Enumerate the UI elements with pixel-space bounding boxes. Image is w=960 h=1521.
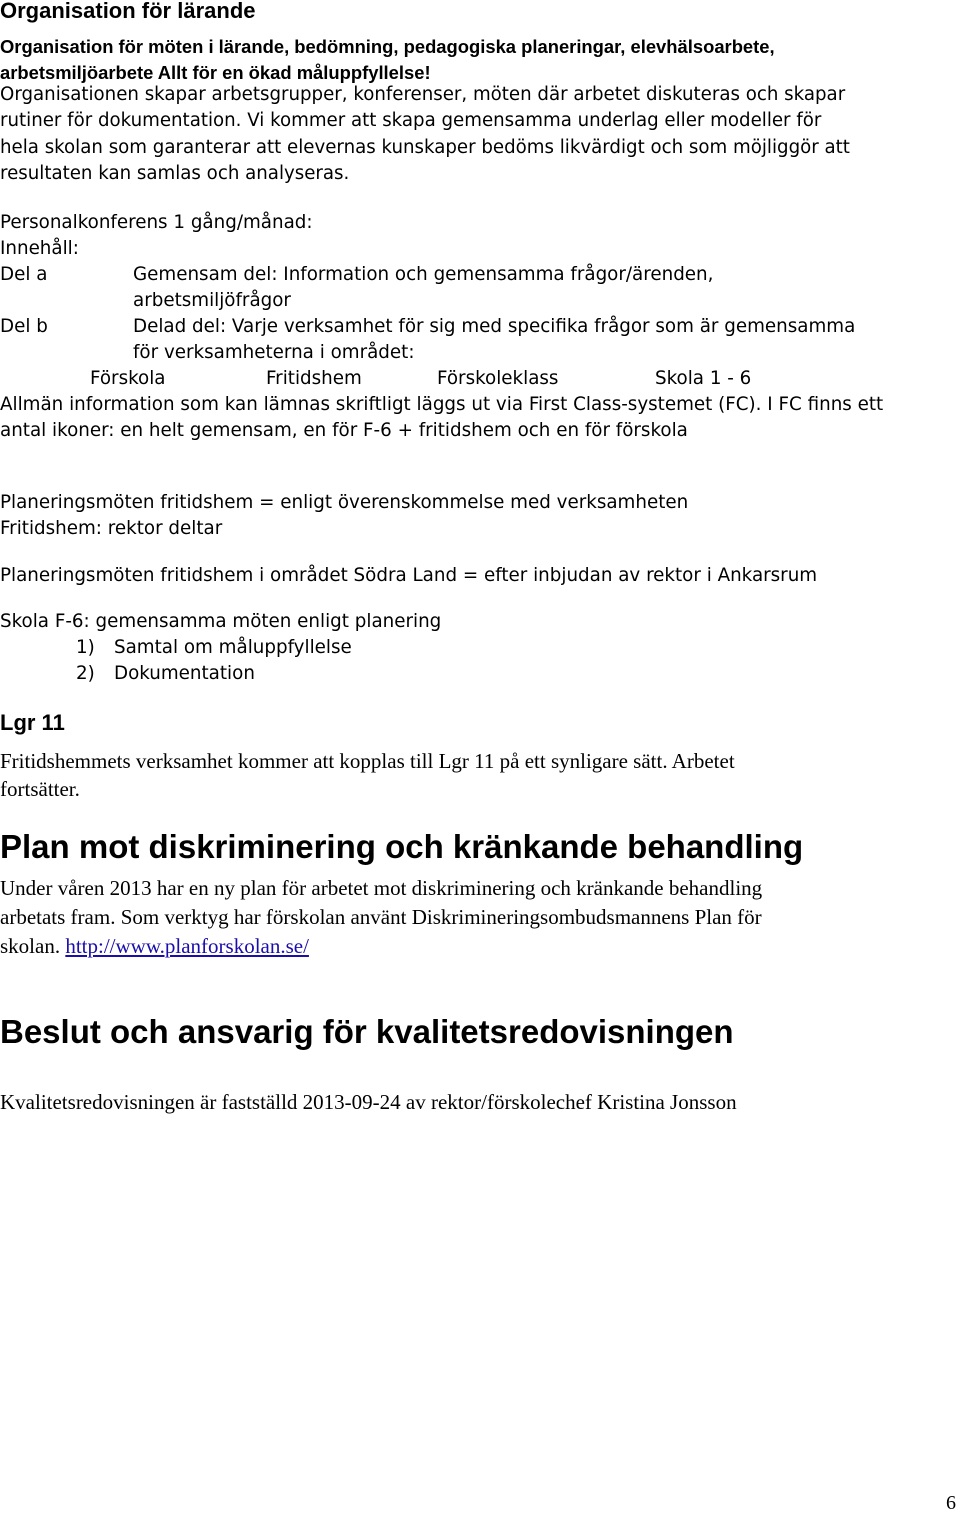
list-item-number: 1) [76,637,95,658]
list-item-number: 2) [76,663,95,684]
del-b-line-1: Delad del: Varje verksamhet för sig med specifika frågor som är gemensamma [133,316,856,337]
lgr-line-2: fortsätter. [0,777,80,801]
bold-intro [0,34,775,86]
list-item: Samtal om måluppfyllelse [114,637,352,658]
conference-title: Personalkonferens 1 gång/månad: [0,212,313,233]
para-line-4: resultaten kan samlas och analyseras. [0,163,350,185]
heading-plan-discrimination: Plan mot diskriminering och kränkande behandling [0,828,804,865]
lgr-line-1: Fritidshemmets verksamhet kommer att kopplas till Lgr 11 på ett synligare sätt. Arbetet [0,749,735,773]
del-b-line-2: för verksamheterna i området: [133,342,415,363]
planning-line-1: Planeringsmöten fritidshem = enligt överenskommelse med verksamheten [0,492,689,513]
plan-line-3-prefix: skolan. [0,934,61,958]
bold-intro-line-2: arbetsmiljöarbete Allt för en ökad måluppfyllelse! [0,62,431,83]
heading-decision: Beslut och ansvarig för kvalitetsredovisningen [0,1013,734,1050]
para-line-3: hela skolan som garanterar att elevernas kunskaper bedöms likvärdigt och som möjliggör att [0,136,850,158]
unit-fritidshem: Fritidshem [266,368,362,389]
del-b-label: Del b [0,316,48,337]
info-line-2: antal ikoner: en helt gemensam, en för F-6 + fritidshem och en för förskola [0,420,688,441]
heading-organisation: Organisation för lärande [0,0,256,23]
plan-line-3 [0,932,309,961]
del-a-line-1: Gemensam del: Information och gemensamma frågor/ärenden, [133,264,714,285]
list-item: Dokumentation [114,663,255,684]
del-a-label: Del a [0,264,48,285]
unit-forskoleklass: Förskoleklass [437,368,559,389]
planforskolan-link[interactable]: http://www.planforskolan.se/ [65,934,309,958]
planning-line-2: Fritidshem: rektor deltar [0,518,223,539]
para-line-1: Organisationen skapar arbetsgrupper, konferenser, möten där arbetet diskuteras och skapar [0,84,846,105]
plan-line-2: arbetats fram. Som verktyg har förskolan använt Diskrimineringsombudsmannens Plan för [0,905,762,929]
planning-line-3: Planeringsmöten fritidshem i området Södra Land = efter inbjudan av rektor i Ankarsrum [0,565,818,586]
organisation-paragraph [0,82,958,188]
para-line-2: rutiner för dokumentation. Vi kommer att skapa gemensamma underlag eller modeller för [0,110,822,132]
unit-forskola: Förskola [90,368,166,389]
bold-intro-line-1: Organisation för möten i lärande, bedömning, pedagogiska planeringar, elevhälsoarbete, [0,36,775,57]
planning-line-4: Skola F-6: gemensamma möten enligt planering [0,611,442,632]
page-number: 6 [946,1492,956,1514]
content-label: Innehåll: [0,238,79,259]
del-a-line-2: arbetsmiljöfrågor [133,290,291,311]
plan-line-1: Under våren 2013 har en ny plan för arbetet mot diskriminering och kränkande behandling [0,876,763,900]
info-line-1: Allmän information som kan lämnas skriftligt läggs ut via First Class-systemet (FC). I FC finns ett [0,394,884,415]
heading-lgr11: Lgr 11 [0,710,65,735]
unit-skola: Skola 1 - 6 [655,368,752,389]
decision-line: Kvalitetsredovisningen är fastställd 2013-09-24 av rektor/förskolechef Kristina Jonsson [0,1090,737,1114]
